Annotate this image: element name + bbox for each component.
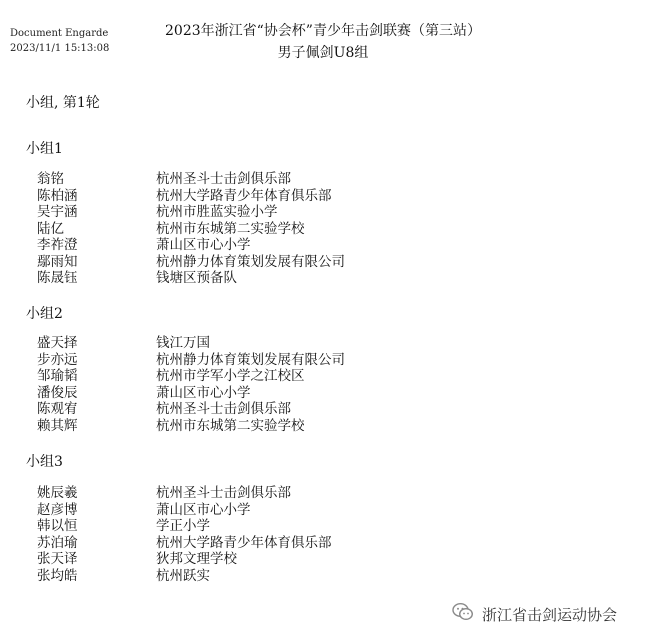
fencer-row [37, 502, 597, 519]
fencer-club: 狄邦文理学校 [156, 551, 237, 567]
pool-title-2: 小组2 [26, 306, 63, 322]
fencer-name: 张均皓 [37, 567, 78, 584]
fencer-row [37, 237, 597, 254]
fencer-club: 杭州圣斗士击剑俱乐部 [156, 485, 291, 501]
fencer-row [37, 270, 597, 287]
app-name: Document Engarde [10, 28, 109, 39]
fencer-club: 杭州市东城第二实验学校 [156, 220, 305, 237]
fencer-club: 杭州跃实 [156, 567, 210, 584]
print-datetime: 2023/11/1 15:13:08 [10, 43, 110, 54]
fencer-row [37, 335, 597, 352]
fencer-row [37, 368, 597, 385]
fencer-club: 杭州静力体育策划发展有限公司 [156, 253, 345, 270]
fencer-row [37, 518, 597, 535]
fencer-name: 陈柏涵 [37, 187, 78, 204]
fencer-row [37, 352, 597, 369]
competition-title: 2023年浙江省“协会杯”青少年击剑联赛（第三站） [165, 23, 481, 39]
fencer-row [37, 254, 597, 271]
fencer-row [37, 535, 597, 552]
fencer-row [37, 551, 597, 568]
fencer-club: 萧山区市心小学 [156, 237, 251, 253]
round-label: 小组, 第1轮 [26, 95, 100, 111]
fencer-club: 杭州圣斗士击剑俱乐部 [156, 401, 291, 417]
wechat-icon [452, 602, 474, 626]
fencer-row [37, 401, 597, 418]
fencer-name: 盛天择 [37, 335, 78, 351]
fencer-name: 步亦远 [37, 351, 78, 368]
fencer-club: 杭州市胜蓝实验小学 [156, 204, 278, 220]
fencer-club: 萧山区市心小学 [156, 384, 251, 401]
fencer-name: 潘俊辰 [37, 384, 78, 401]
fencer-name: 韩以恒 [37, 518, 78, 534]
fencer-name: 李祚澄 [37, 237, 78, 253]
event-subtitle: 男子佩剑U8组 [277, 45, 369, 61]
pool-title-3: 小组3 [26, 454, 63, 470]
fencer-club: 学正小学 [156, 518, 210, 534]
fencer-name: 陆亿 [37, 220, 64, 237]
fencer-row [37, 188, 597, 205]
fencer-name: 陈晟钰 [37, 270, 78, 286]
fencer-name: 吴宇涵 [37, 204, 78, 220]
fencer-name: 张天译 [37, 551, 78, 567]
fencer-club: 钱江万国 [156, 335, 210, 351]
fencer-name: 翁铭 [37, 171, 64, 187]
fencer-row [37, 204, 597, 221]
fencer-name: 邹瑜韬 [37, 368, 78, 384]
fencer-name: 赖其辉 [37, 417, 78, 434]
fencer-club: 萧山区市心小学 [156, 501, 251, 518]
fencer-club: 杭州圣斗士击剑俱乐部 [156, 171, 291, 187]
fencer-name: 姚辰羲 [37, 485, 78, 501]
fencer-name: 苏泊瑜 [37, 534, 78, 551]
fencer-row [37, 385, 597, 402]
fencer-club: 杭州静力体育策划发展有限公司 [156, 351, 345, 368]
fencer-row [37, 418, 597, 435]
pool-title-1: 小组1 [26, 141, 63, 157]
fencer-row [37, 221, 597, 238]
fencer-club: 杭州大学路青少年体育俱乐部 [156, 534, 332, 551]
fencer-club: 杭州市学军小学之江校区 [156, 368, 305, 384]
watermark-text: 浙江省击剑运动协会 [482, 605, 618, 624]
fencer-club: 杭州大学路青少年体育俱乐部 [156, 187, 332, 204]
fencer-row [37, 485, 597, 502]
fencer-club: 杭州市东城第二实验学校 [156, 417, 305, 434]
watermark [452, 600, 617, 628]
fencer-name: 赵彦博 [37, 501, 78, 518]
fencer-row [37, 568, 597, 585]
fencer-name: 陈观宥 [37, 401, 78, 417]
fencer-club: 钱塘区预备队 [156, 270, 237, 286]
fencer-row [37, 171, 597, 188]
fencer-name: 鄢雨知 [37, 253, 78, 270]
